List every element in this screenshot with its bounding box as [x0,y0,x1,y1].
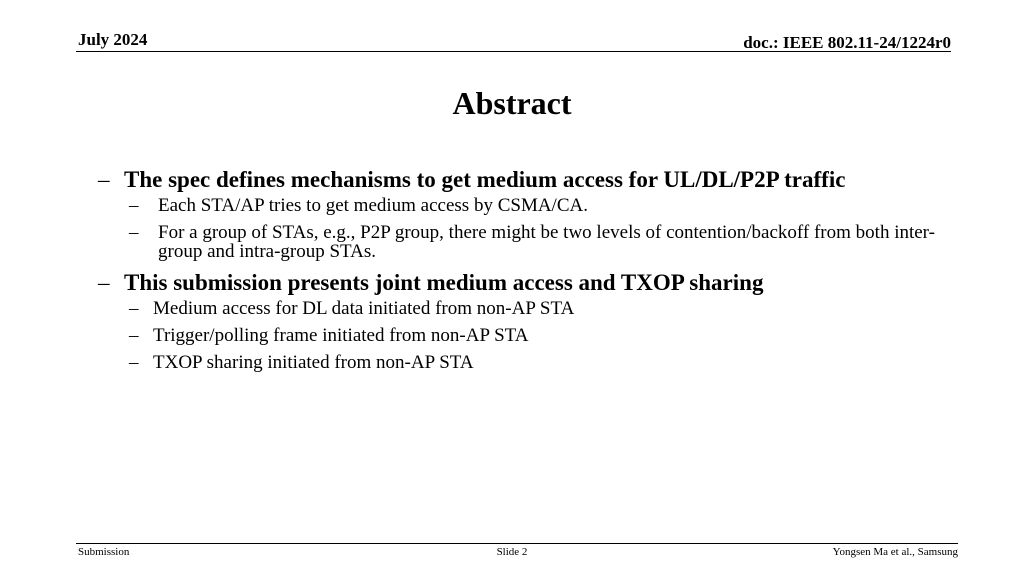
bullet-1 [98,166,958,194]
sub-bullet-dash: – [129,298,139,319]
sub-bullet-dash: – [129,222,139,243]
bullet-1-subs [98,196,958,261]
footer-authors: Yongsen Ma et al., Samsung [832,546,958,558]
header-date: July 2024 [78,30,148,49]
bullet-2 [98,269,958,297]
sub-bullet-text: TXOP sharing initiated from non-AP STA [153,352,474,373]
bullet-dash: – [98,167,110,192]
slide-body [98,166,958,380]
slide-title: Abstract [452,85,572,121]
bullet-2-text: This submission presents joint medium access and TXOP sharing [124,270,764,295]
sub-bullet-text: For a group of STAs, e.g., P2P group, there might be two levels of contention/backoff from both inter-group and intra-group STAs. [158,222,935,262]
header-doc-id: doc.: IEEE 802.11-24/1224r0 [743,33,951,52]
footer-submission: Submission [78,546,130,558]
sub-bullet-dash: – [129,195,139,216]
sub-bullet [98,196,958,215]
sub-bullet [98,326,958,345]
sub-bullet-text: Trigger/polling frame initiated from non-AP STA [153,325,529,346]
header-divider [76,51,951,52]
sub-bullet-text: Each STA/AP tries to get medium access by CSMA/CA. [158,195,588,216]
sub-bullet-dash: – [129,325,139,346]
sub-bullet-dash: – [129,352,139,373]
sub-bullet-text: Medium access for DL data initiated from non-AP STA [153,298,575,319]
bullet-dash: – [98,270,110,295]
footer-slide-number: Slide 2 [496,546,528,558]
sub-bullet [98,299,958,318]
footer-divider [76,543,958,544]
sub-bullet [98,223,958,261]
bullet-2-subs [98,299,958,372]
bullet-1-text: The spec defines mechanisms to get medium access for UL/DL/P2P traffic [124,167,846,192]
sub-bullet [98,353,958,372]
